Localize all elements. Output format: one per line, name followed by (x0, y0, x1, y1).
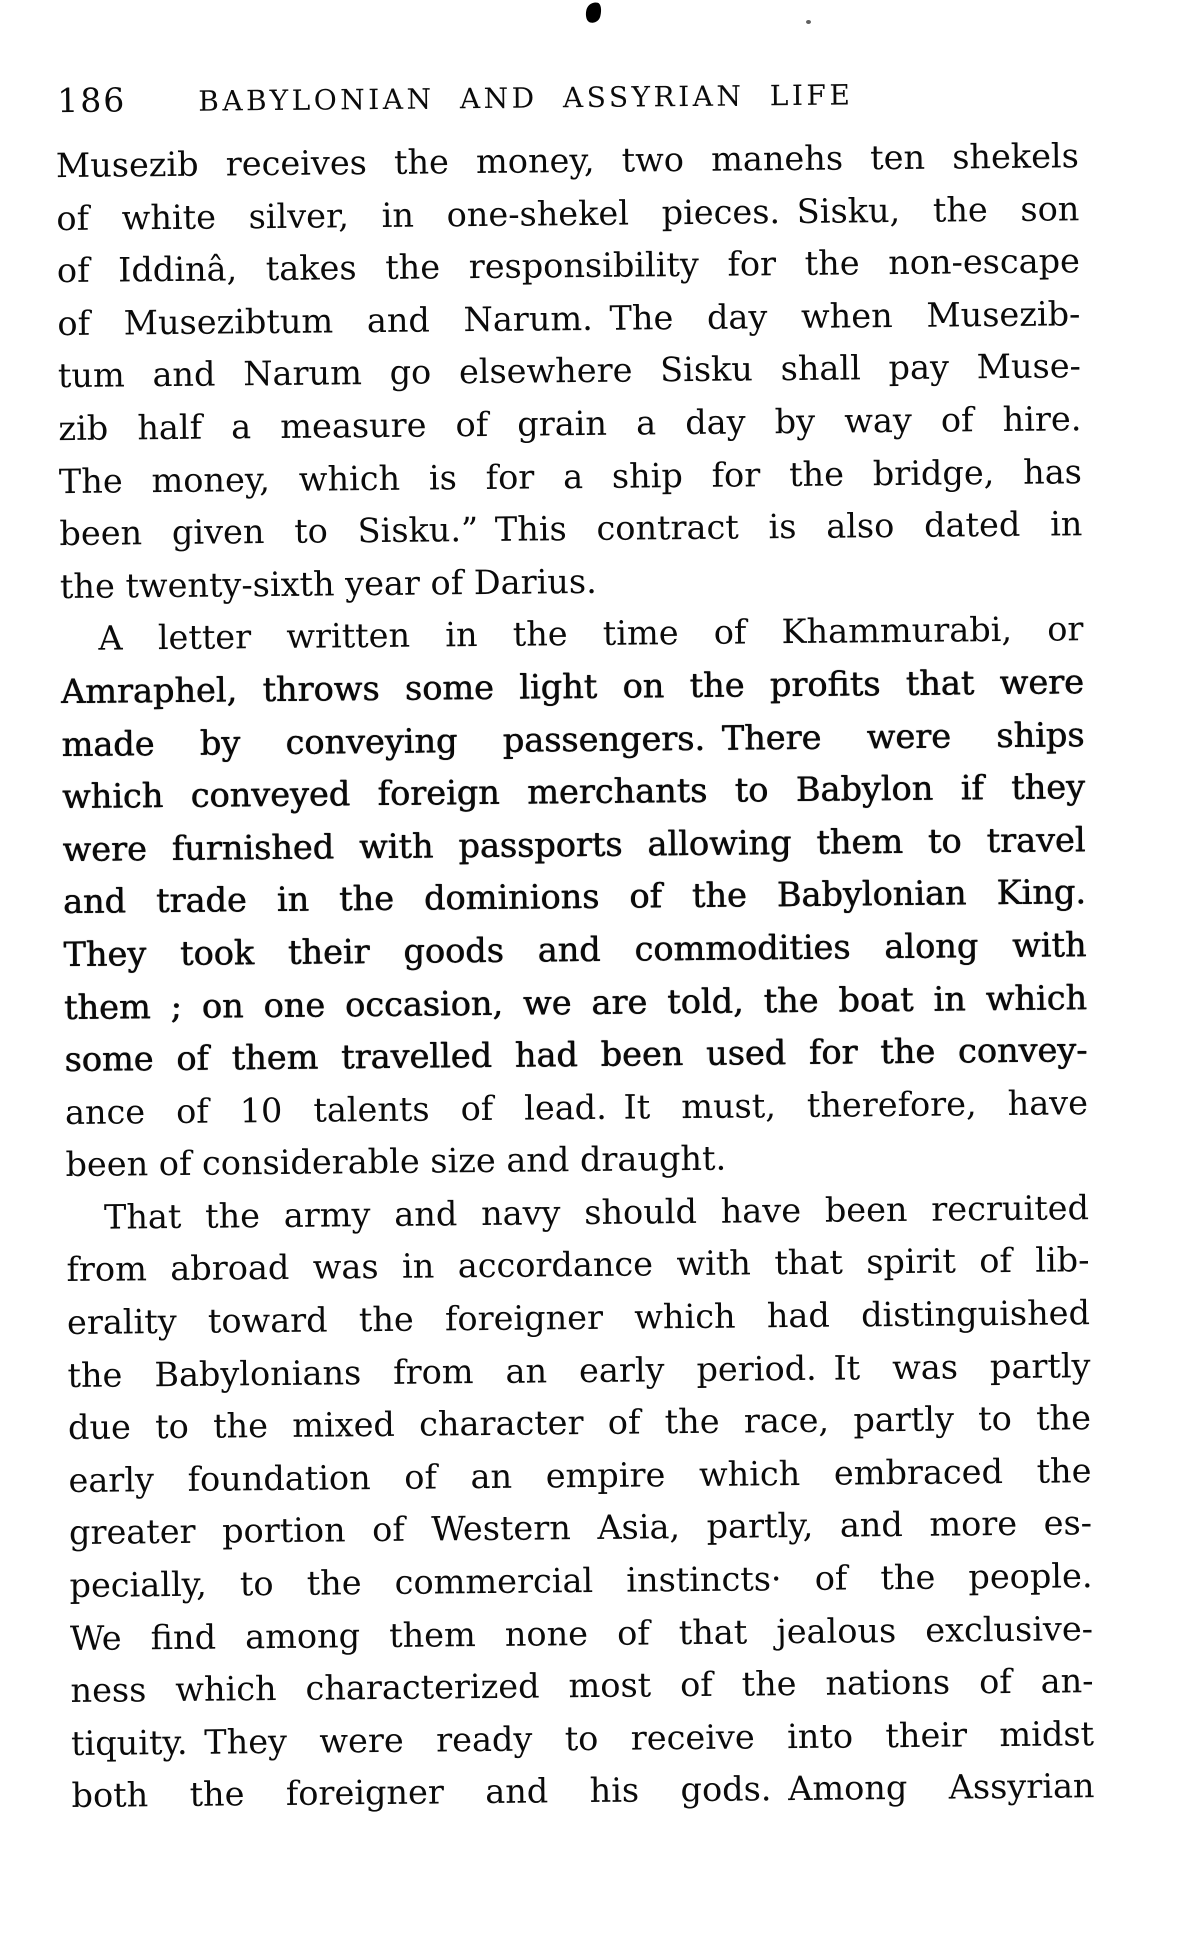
text-line: been of considerable size and draught. (65, 1138, 727, 1185)
text-line: Musezib receives the money, two manehs ten shekels (55, 136, 1080, 186)
text-line: early foundation of an empire which embraced the (68, 1451, 1092, 1500)
text-line: the twenty-sixth year of Darius. (59, 561, 597, 606)
text-line: been given to Sisku.” This contract is also dated in (59, 504, 1083, 554)
text-line: pecially, to the commercial instincts· of the people. (69, 1556, 1093, 1606)
text-line: tiquity. They were ready to receive into their midst (70, 1714, 1095, 1763)
text-block (0, 129, 1179, 1823)
text-line: made by conveying passengers. There were ships (61, 714, 1085, 764)
text-line: and trade in the dominions of the Babylonian King. (62, 872, 1087, 922)
text-line: the Babylonians from an early period. It was partly (67, 1345, 1091, 1395)
text-line: of Musezibtum and Narum. The day when Musezib- (57, 294, 1081, 343)
text-line: The money, which is for a ship for the bridge, has (58, 451, 1083, 501)
page-header (0, 70, 1170, 120)
text-line: of Iddinâ, takes the responsibility for the non-escape (56, 241, 1081, 291)
text-line: ance of 10 talents of lead. It must, therefore, have (64, 1082, 1089, 1132)
text-line: were furnished with passports allowing them to travel (62, 819, 1086, 869)
text-line: That the army and navy should have been recruited (103, 1188, 1090, 1237)
text-line: tum and Narum go elsewhere Sisku shall pay Muse- (57, 346, 1082, 396)
text-line: from abroad was in accordance with that spirit of lib- (66, 1240, 1090, 1290)
text-line: We find among them none of that jealous exclusive- (69, 1608, 1094, 1658)
text-line: them ; on one occasion, we are told, the boat in which (63, 977, 1088, 1027)
text-line: due to the mixed character of the race, partly to the (67, 1398, 1092, 1448)
text-line: Amraphel, throws some light on the profits that were (60, 662, 1085, 711)
text-line: which conveyed foreign merchants to Babylon if they (61, 767, 1086, 817)
page-number: 186 (57, 80, 127, 121)
text-line: some of them travelled had been used for the convey- (64, 1030, 1088, 1080)
text-line: A letter written in the time of Khammurabi, or (98, 609, 1084, 659)
text-line: of white silver, in one-shekel pieces. Sisku, the son (56, 188, 1080, 238)
text-line: zib half a measure of grain a day by way of hire. (58, 399, 1082, 449)
text-line: They took their goods and commodities along with (63, 925, 1087, 974)
text-line: erality toward the foreigner which had distinguished (66, 1293, 1091, 1343)
text-line: ness which characterized most of the nations of an- (70, 1661, 1094, 1711)
running-head-title: BABYLONIAN AND ASSYRIAN LIFE (198, 78, 854, 118)
text-line: greater portion of Western Asia, partly, and more es- (68, 1503, 1093, 1553)
text-line: both the foreigner and his gods. Among Assyrian (71, 1766, 1095, 1816)
